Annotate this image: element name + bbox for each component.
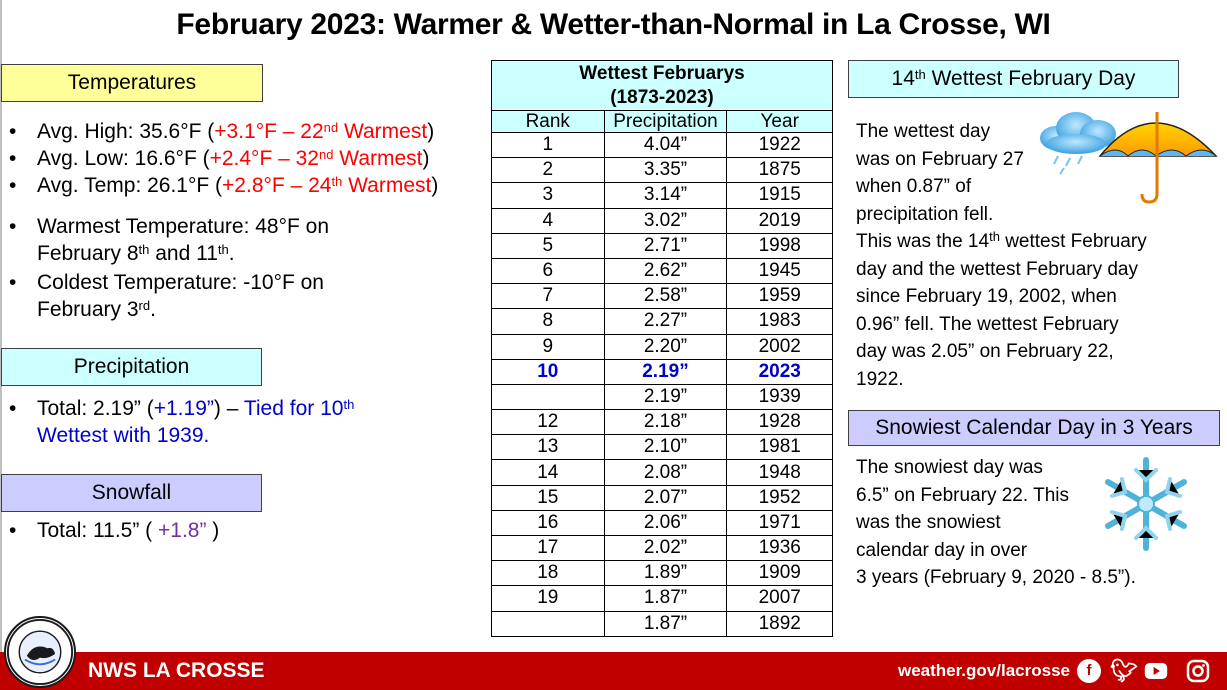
- table-cell-year: 1915: [727, 183, 833, 208]
- col-header-year: Year: [727, 111, 833, 133]
- wettest-line: This was the 14th wettest February: [856, 229, 1147, 252]
- table-cell-precip: 2.62”: [604, 258, 727, 283]
- table-cell-precip: 2.07”: [604, 485, 727, 510]
- wettest-line: was on February 27: [856, 148, 1024, 170]
- wettest-line: The wettest day: [856, 121, 991, 142]
- twitter-icon[interactable]: 🐦︎: [1110, 658, 1138, 683]
- snowiest-line: calendar day in over: [856, 539, 1028, 561]
- table-row: [492, 183, 833, 208]
- table-row: [492, 258, 833, 283]
- temperature-stats: [1, 118, 491, 199]
- table-caption: Wettest Februarys (1873-2023): [492, 61, 833, 111]
- table-cell-year: 1892: [727, 611, 833, 636]
- table-cell-year: 1922: [727, 133, 833, 158]
- table-cell-rank: 12: [492, 410, 605, 435]
- table-row: [492, 536, 833, 561]
- table-row: [492, 334, 833, 359]
- page-title: February 2023: Warmer & Wetter-than-Normal in La Crosse, WI: [176, 8, 1051, 41]
- table-row: [492, 384, 833, 409]
- temperature-extremes: [1, 213, 481, 323]
- snowiest-line: was the snowiest: [856, 512, 1001, 533]
- website-link[interactable]: weather.gov/lacrosse: [898, 661, 1070, 680]
- table-cell-precip: 1.87”: [604, 611, 727, 636]
- table-cell-year: 1936: [727, 536, 833, 561]
- warmest-item: • Warmest Temperature: 48°F on February 8th and 11th.: [1, 213, 481, 267]
- table-cell-year: 1971: [727, 510, 833, 535]
- table-cell-year: 1983: [727, 309, 833, 334]
- table-cell-rank: 7: [492, 284, 605, 309]
- table-cell-year: 1945: [727, 258, 833, 283]
- instagram-icon[interactable]: [1186, 659, 1210, 683]
- table-cell-year: 2007: [727, 586, 833, 611]
- table-cell-rank: [492, 611, 605, 636]
- table-row: [492, 284, 833, 309]
- facebook-icon[interactable]: f: [1077, 659, 1101, 683]
- snowfall-header: Snowfall: [1, 474, 262, 512]
- table-cell-year: 1952: [727, 485, 833, 510]
- wettest-line: day was 2.05” on February 22,: [856, 341, 1114, 362]
- table-row: [492, 460, 833, 485]
- table-cell-year: 2002: [727, 334, 833, 359]
- table-row: [492, 410, 833, 435]
- table-cell-precip: 1.87”: [604, 586, 727, 611]
- temperatures-header: Temperatures: [1, 64, 263, 102]
- table-cell-rank: 18: [492, 561, 605, 586]
- office-name: NWS LA CROSSE: [88, 659, 265, 682]
- table-cell-precip: 3.14”: [604, 183, 727, 208]
- table-cell-precip: 4.04”: [604, 133, 727, 158]
- precip-total-item: • Total: 2.19” (+1.19”) – Tied for 10th Wettest with 1939.: [1, 395, 481, 449]
- table-cell-year: 1998: [727, 233, 833, 258]
- wettest-line: precipitation fell.: [856, 203, 994, 225]
- table-cell-rank: 5: [492, 233, 605, 258]
- avg-high-item: • Avg. High: 35.6°F (+3.1°F – 22nd Warmest): [1, 118, 491, 145]
- wettest-februarys-table: [491, 60, 833, 637]
- table-cell-rank: 3: [492, 183, 605, 208]
- table-cell-rank: 2: [492, 158, 605, 183]
- wettest-line: when 0.87” of: [856, 176, 972, 197]
- table-cell-year: 1981: [727, 435, 833, 460]
- table-row: [492, 435, 833, 460]
- table-cell-precip: 2.20”: [604, 334, 727, 359]
- table-cell-rank: 8: [492, 309, 605, 334]
- snowflake-icon: [1098, 456, 1194, 552]
- table-cell-year: 1948: [727, 460, 833, 485]
- table-cell-year: 1959: [727, 284, 833, 309]
- coldest-item: • Coldest Temperature: -10°F on February 3rd.: [1, 269, 481, 323]
- table-cell-year: 1928: [727, 410, 833, 435]
- table-cell-precip: 3.35”: [604, 158, 727, 183]
- table-cell-precip: 2.58”: [604, 284, 727, 309]
- snowiest-line: 3 years (February 9, 2020 - 8.5”).: [856, 567, 1136, 588]
- table-cell-rank: 6: [492, 258, 605, 283]
- snowiest-line: 6.5” on February 22. This: [856, 484, 1069, 506]
- table-cell-rank: 14: [492, 460, 605, 485]
- table-cell-precip: 3.02”: [604, 208, 727, 233]
- snowiest-line: The snowiest day was: [856, 457, 1043, 478]
- table-row: [492, 359, 833, 384]
- table-cell-precip: 2.18”: [604, 410, 727, 435]
- rain-umbrella-icon: [1036, 104, 1218, 206]
- table-cell-rank: 9: [492, 334, 605, 359]
- table-cell-precip: 2.06”: [604, 510, 727, 535]
- table-row: [492, 485, 833, 510]
- table-cell-rank: [492, 384, 605, 409]
- table-cell-rank: 1: [492, 133, 605, 158]
- table-row: [492, 233, 833, 258]
- table-cell-precip: 2.10”: [604, 435, 727, 460]
- wettest-line: 1922.: [856, 368, 904, 390]
- table-row: [492, 208, 833, 233]
- table-cell-year: 1875: [727, 158, 833, 183]
- table-cell-precip: 2.19”: [604, 359, 727, 384]
- table-row: [492, 586, 833, 611]
- table-cell-rank: 17: [492, 536, 605, 561]
- wettest-line: since February 19, 2002, when: [856, 286, 1117, 307]
- wettest-day-header: 14th Wettest February Day: [848, 60, 1179, 98]
- footer-bar: [0, 652, 1227, 690]
- table-cell-rank: 4: [492, 208, 605, 233]
- col-header-rank: Rank: [492, 111, 605, 133]
- wettest-line: day and the wettest February day: [856, 258, 1138, 280]
- table-row: [492, 561, 833, 586]
- precipitation-header: Precipitation: [1, 348, 262, 386]
- table-cell-rank: 10: [492, 359, 605, 384]
- table-cell-precip: 2.19”: [604, 384, 727, 409]
- avg-temp-item: • Avg. Temp: 26.1°F (+2.8°F – 24th Warmest): [1, 172, 491, 199]
- snowfall-stats: [1, 517, 481, 544]
- snow-total-item: • Total: 11.5” ( +1.8” ): [1, 517, 481, 544]
- table-cell-precip: 2.71”: [604, 233, 727, 258]
- table-cell-rank: 15: [492, 485, 605, 510]
- table-cell-precip: 2.27”: [604, 309, 727, 334]
- nws-logo-icon: [4, 616, 76, 688]
- precipitation-stats: [1, 395, 481, 449]
- table-cell-year: 2023: [727, 359, 833, 384]
- table-cell-precip: 2.02”: [604, 536, 727, 561]
- wettest-line: 0.96” fell. The wettest February: [856, 313, 1119, 335]
- snowiest-day-header: Snowiest Calendar Day in 3 Years: [848, 410, 1220, 446]
- table-row: [492, 158, 833, 183]
- youtube-icon[interactable]: [1144, 659, 1168, 683]
- table-row: [492, 309, 833, 334]
- table-row: [492, 133, 833, 158]
- table-cell-year: 2019: [727, 208, 833, 233]
- table-cell-rank: 19: [492, 586, 605, 611]
- table-cell-year: 1939: [727, 384, 833, 409]
- table-row: [492, 510, 833, 535]
- col-header-precip: Precipitation: [604, 111, 727, 133]
- table-cell-year: 1909: [727, 561, 833, 586]
- table-cell-precip: 2.08”: [604, 460, 727, 485]
- table-cell-rank: 16: [492, 510, 605, 535]
- table-row: [492, 611, 833, 636]
- table-cell-precip: 1.89”: [604, 561, 727, 586]
- avg-low-item: • Avg. Low: 16.6°F (+2.4°F – 32nd Warmest): [1, 145, 491, 172]
- table-cell-rank: 13: [492, 435, 605, 460]
